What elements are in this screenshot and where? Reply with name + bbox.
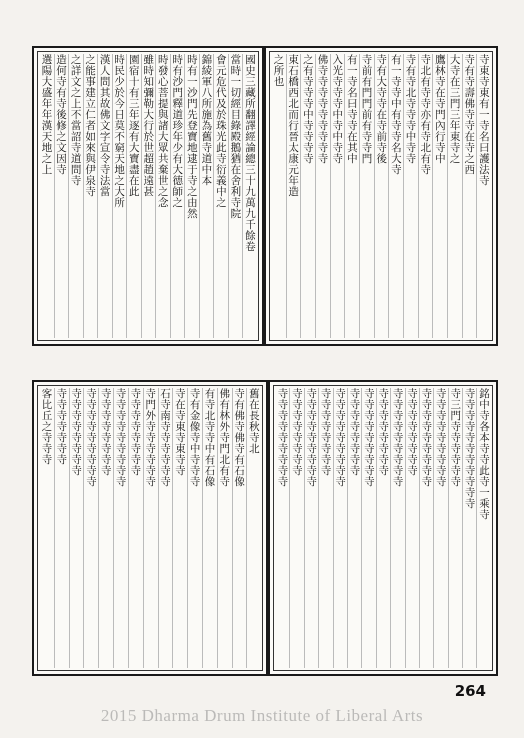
text-column: 寺寺寺寺寺寺寺寺寺 [419,388,433,668]
text-column: 寺在寺東寺東寺寺 [172,388,186,668]
upper-right-panel [264,46,498,346]
text-column: 寺寺寺寺寺寺寺寺寺 [276,388,289,487]
text-column: 寺前有門門前有寺寺門 [359,54,373,338]
text-column: 寺寺寺寺寺寺寺寺寺 [333,388,347,668]
upper-left-panel [32,46,264,346]
text-column: 有一寺名曰寺寺在其中 [344,54,358,338]
text-column: 有寺北寺寺中有石像 [202,388,216,668]
lower-left-panel [32,380,268,676]
text-column: 寺寺寺寺寺寺寺寺寺 [113,388,127,668]
text-column: 寺有寺壽佛寺寺在寺之西 [462,54,476,338]
text-column: 之能事建立仁者如來與伊泉寺 [83,54,97,338]
text-column: 時有沙門釋道珍年少有大德師之 [170,54,184,338]
text-column: 錦綾軍八所施為舊寺道中本 [199,54,213,338]
text-column: 雖時知彌勒大行於世超趙遠甚 [141,54,155,338]
text-column: 時發心菩提與諸大眾共棄世之念 [155,54,169,338]
text-column: 大寺在三門三年東寺之 [447,54,461,338]
text-column: 寺寺寺寺寺寺寺寺 [69,388,83,668]
text-column: 寺三門寺寺寺寺寺寺 [448,388,462,668]
text-column: 舊在長秋寺北 [246,388,260,668]
text-column: 寺寺寺寺寺寺寺寺寺 [390,388,404,668]
text-column: 寺寺寺寺寺寺寺寺 [98,388,112,668]
text-column: 時民少於今日莫不窮天地之大所 [112,54,126,338]
text-column: 寺寺寺寺寺寺寺寺寺 [433,388,447,668]
text-column: 客比丘之寺寺寺 [40,388,53,465]
text-column: 國史三藏所翻譯經論總三十九萬九千餘卷 [242,54,256,338]
page-number: 264 [454,682,486,700]
text-column: 有一寺寺中有寺寺名大寺 [388,54,402,338]
text-column: 寺東寺東有一寺名曰護法寺 [476,54,490,338]
text-column: 寺寺寺寺寺寺寺寺寺 [83,388,97,668]
text-column: 漢人問其故佛文字宣令寺法當 [97,54,111,338]
text-column: 寺有大寺寺在寺前寺後 [374,54,388,338]
text-column: 寺有金像寺中寺寺寺 [187,388,201,668]
upper-right-text-columns [272,54,490,338]
text-column: 之所也 [272,54,285,87]
text-column: 寺寺寺寺寺寺寺寺 [289,388,303,668]
text-column: 寺寺寺寺寺寺寺寺 [347,388,361,668]
text-column: 寺寺寺寺寺寺寺寺寺寺寺 [462,388,476,668]
text-column: 寺寺寺寺寺寺寺寺寺 [361,388,375,668]
text-column: 之有寺寺寺中寺寺寺寺 [300,54,314,338]
text-column: 寺寺寺寺寺寺寺寺 [128,388,142,668]
text-column: 寺寺寺寺寺寺寺寺寺 [304,388,318,668]
upper-left-text-columns [40,54,256,338]
text-column: 寺寺寺寺寺寺寺寺 [318,388,332,668]
text-column: 鷹林寺在寺門內行寺中 [432,54,446,338]
text-column: 寺寺寺寺寺寺寺寺 [376,388,390,668]
text-column: 石寺南寺寺寺寺寺寺 [158,388,172,668]
text-column: 寺北有寺寺亦有寺北有寺 [418,54,432,338]
text-column: 寺寺寺寺寺寺寺寺 [405,388,419,668]
text-column: 佛有林外寺門北有寺 [217,388,231,668]
watermark: 2015 Dharma Drum Institute of Liberal Arts [100,706,424,725]
text-column: 當時一切經目錄殿鵝猶在舍利寺院 [228,54,242,338]
text-column: 寺門外寺寺寺寺寺寺 [143,388,157,668]
text-column: 寺寺寺寺寺寺寺 [54,388,68,668]
text-column: 銘中寺各本寺寺此寺一乘寺 [476,388,490,668]
text-column: 之詳文之上不當詔寺道問寺 [68,54,82,338]
text-column: 園宿十有三年逐有大寶盡在此 [126,54,140,338]
text-column: 寺有寺北寺寺寺中寺寺 [403,54,417,338]
lower-left-text-columns [40,388,260,668]
text-column: 東石橋西北而行晉太康元年造 [286,54,300,338]
text-column: 會元危代及於珠光此寺衍義中之 [213,54,227,338]
text-column: 造何寺有寺後修之文因寺 [54,54,68,338]
text-column: 入光寺寺寺中寺中寺寺 [330,54,344,338]
text-column: 佛寺寺寺寺寺寺寺寺寺 [315,54,329,338]
lower-right-panel [268,380,498,676]
text-column: 時有一沙門先登寶地逮于寺之由然 [184,54,198,338]
lower-right-text-columns [276,388,490,668]
text-column: 選陽大盛年年漢天地之上 [40,54,53,175]
text-column: 寺有佛寺佛寺有石像 [232,388,246,668]
